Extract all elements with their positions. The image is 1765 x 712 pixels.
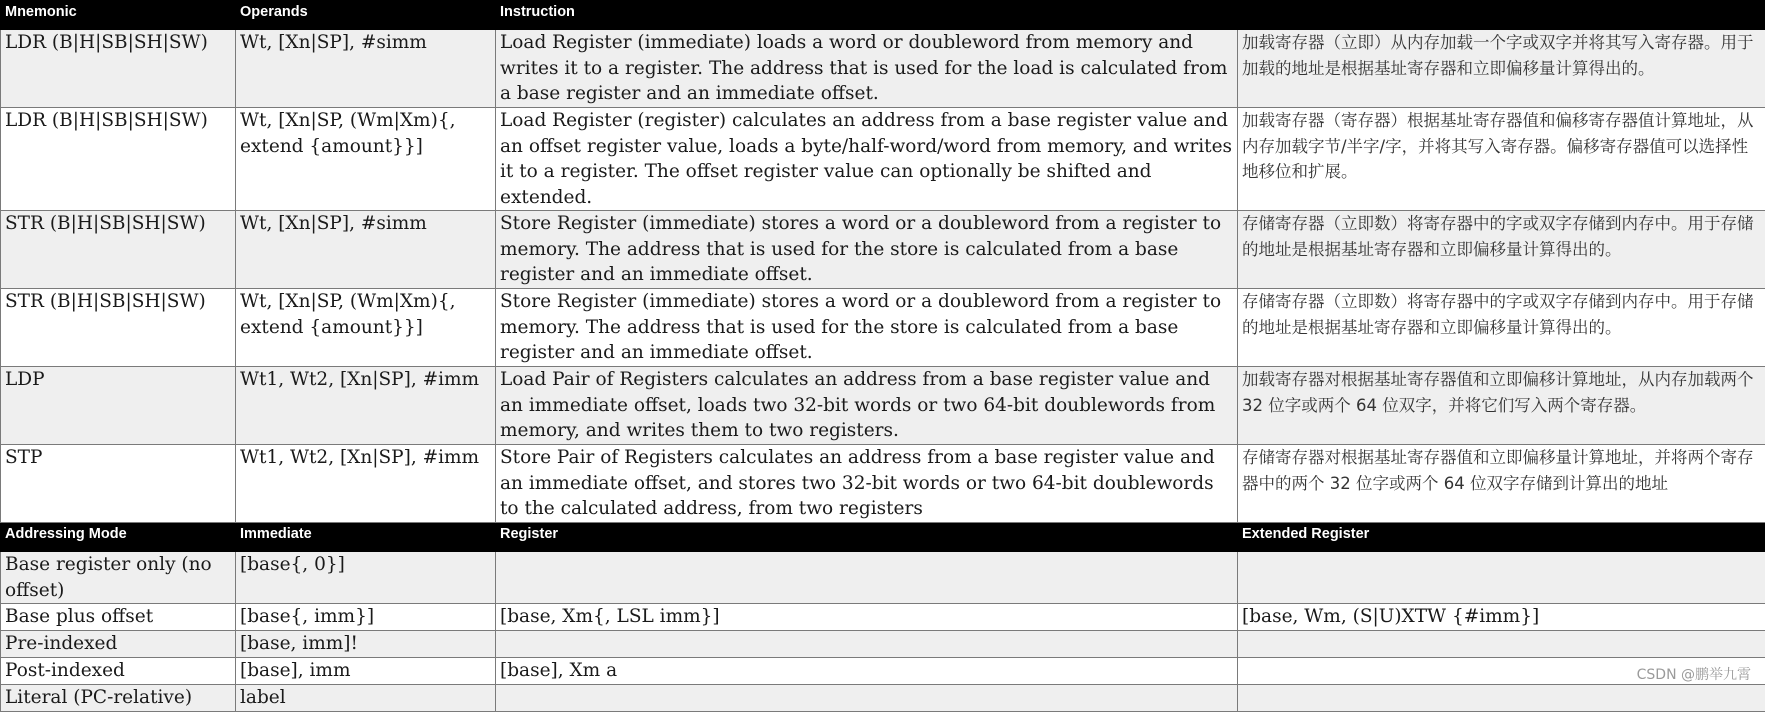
header-operands: Operands <box>236 1 496 30</box>
mnemonic-cell: LDR (B|H|SB|SH|SW) <box>1 108 236 211</box>
operands-cell: Wt, [Xn|SP], #simm <box>236 211 496 289</box>
header-addressing-mode: Addressing Mode <box>1 523 236 552</box>
immediate-cell: label <box>236 685 496 712</box>
operands-cell: Wt, [Xn|SP, (Wm|Xm){, extend {amount}}] <box>236 289 496 367</box>
description-cell: Load Pair of Registers calculates an address from a base register value and an immediate offset, loads two 32-bit words or two 64-bit doublewords from memory, and writes them to two registers. <box>496 367 1238 445</box>
header-register: Register <box>496 523 1238 552</box>
mnemonic-cell: LDR (B|H|SB|SH|SW) <box>1 30 236 108</box>
description-cell: Load Register (register) calculates an address from a base register value and an offset register value, loads a byte/half-word/word from memory, and writes it to a register. The offset register value can optionally be shifted and extended. <box>496 108 1238 211</box>
translation-cell: 存储寄存器（立即数）将寄存器中的字或双字存储到内存中。用于存储的地址是根据基址寄存器和立即偏移量计算得出的。 <box>1238 289 1765 367</box>
addressing-mode-cell: Post-indexed <box>1 658 236 685</box>
table-row <box>1 604 1765 631</box>
register-cell <box>496 631 1238 658</box>
description-cell: Load Register (immediate) loads a word or doubleword from memory and writes it to a register. The address that is used for the load is calculated from a base register and an immediate offset. <box>496 30 1238 108</box>
watermark: CSDN @鹏举九霄 <box>1637 664 1751 684</box>
mnemonic-cell: LDP <box>1 367 236 445</box>
addressing-mode-cell: Base plus offset <box>1 604 236 631</box>
immediate-cell: [base, imm]! <box>236 631 496 658</box>
register-cell <box>496 685 1238 712</box>
addressing-mode-cell: Literal (PC-relative) <box>1 685 236 712</box>
operands-cell: Wt1, Wt2, [Xn|SP], #imm <box>236 445 496 523</box>
translation-cell: 加载寄存器（寄存器）根据基址寄存器值和偏移寄存器值计算地址，从内存加载字节/半字/字，并将其写入寄存器。偏移寄存器值可以选择性地移位和扩展。 <box>1238 108 1765 211</box>
description-cell: Store Pair of Registers calculates an address from a base register value and an immediate offset, and stores two 32-bit words or two 64-bit doublewords to the calculated address, from two registers <box>496 445 1238 523</box>
extended-register-cell <box>1238 552 1765 604</box>
extended-register-cell <box>1238 685 1765 712</box>
description-cell: Store Register (immediate) stores a word or a doubleword from a register to memory. The address that is used for the store is calculated from a base register and an immediate offset. <box>496 211 1238 289</box>
immediate-cell: [base{, imm}] <box>236 604 496 631</box>
mnemonic-cell: STR (B|H|SB|SH|SW) <box>1 211 236 289</box>
mnemonic-cell: STR (B|H|SB|SH|SW) <box>1 289 236 367</box>
header-extended-register: Extended Register <box>1238 523 1765 552</box>
table-row <box>1 367 1765 445</box>
addressing-mode-cell: Pre-indexed <box>1 631 236 658</box>
immediate-cell: [base{, 0}] <box>236 552 496 604</box>
operands-cell: Wt, [Xn|SP, (Wm|Xm){, extend {amount}}] <box>236 108 496 211</box>
translation-cell: 存储寄存器（立即数）将寄存器中的字或双字存储到内存中。用于存储的地址是根据基址寄存器和立即偏移量计算得出的。 <box>1238 211 1765 289</box>
description-cell: Store Register (immediate) stores a word or a doubleword from a register to memory. The address that is used for the store is calculated from a base register and an immediate offset. <box>496 289 1238 367</box>
table-row <box>1 30 1765 108</box>
addressing-header-row <box>1 523 1765 552</box>
table-row <box>1 658 1765 685</box>
header-mnemonic: Mnemonic <box>1 1 236 30</box>
operands-cell: Wt1, Wt2, [Xn|SP], #imm <box>236 367 496 445</box>
immediate-cell: [base], imm <box>236 658 496 685</box>
table-row <box>1 631 1765 658</box>
table-row <box>1 552 1765 604</box>
register-cell: [base, Xm{, LSL imm}] <box>496 604 1238 631</box>
table-row <box>1 108 1765 211</box>
translation-cell: 加载寄存器（立即）从内存加载一个字或双字并将其写入寄存器。用于加载的地址是根据基址寄存器和立即偏移量计算得出的。 <box>1238 30 1765 108</box>
mnemonic-cell: STP <box>1 445 236 523</box>
header-immediate: Immediate <box>236 523 496 552</box>
table-row <box>1 445 1765 523</box>
instructions-header-row <box>1 1 1765 30</box>
register-cell: [base], Xm a <box>496 658 1238 685</box>
addressing-mode-cell: Base register only (no offset) <box>1 552 236 604</box>
operands-cell: Wt, [Xn|SP], #simm <box>236 30 496 108</box>
header-instruction: Instruction <box>496 1 1238 30</box>
extended-register-cell: [base, Wm, (S|U)XTW {#imm}] <box>1238 604 1765 631</box>
translation-cell: 加载寄存器对根据基址寄存器值和立即偏移计算地址，从内存加载两个 32 位字或两个 64 位双字，并将它们写入两个寄存器。 <box>1238 367 1765 445</box>
table-row <box>1 211 1765 289</box>
header-translation <box>1238 1 1765 30</box>
table-row <box>1 685 1765 712</box>
extended-register-cell <box>1238 631 1765 658</box>
register-cell <box>496 552 1238 604</box>
table-row <box>1 289 1765 367</box>
translation-cell: 存储寄存器对根据基址寄存器值和立即偏移量计算地址，并将两个寄存器中的两个 32 位字或两个 64 位双字存储到计算出的地址 <box>1238 445 1765 523</box>
